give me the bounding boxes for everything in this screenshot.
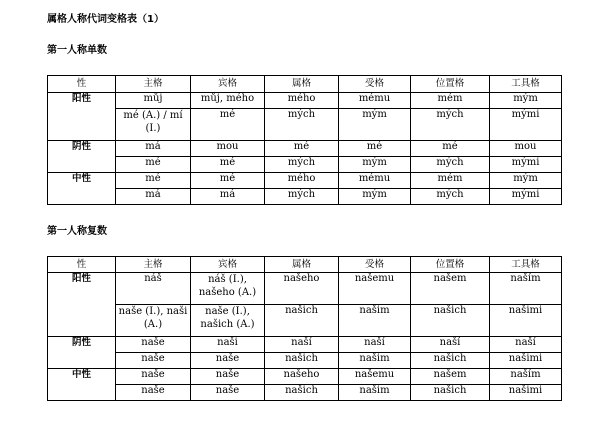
table-cell: mé [191,157,265,173]
table-cell: našich [411,305,490,337]
table-cell: našim [339,353,411,369]
table-cell: mými [490,189,562,205]
table-row [48,305,562,337]
table-cell: naší [339,337,411,353]
table-cell: mým [339,189,411,205]
table-cell: naše [116,353,191,369]
section-heading-singular: 第一人称单数 [47,45,107,56]
table-cell: má [116,141,191,157]
table-cell: našimi [490,385,562,401]
header-cell: 工具格 [490,76,562,93]
table-cell: našimi [490,305,562,337]
table-cell: našich [411,385,490,401]
table-cell: můj [116,93,191,109]
table-cell: mého [265,93,339,109]
table-cell: mých [265,157,339,173]
table-cell: mými [490,157,562,173]
table-cell: naší [265,337,339,353]
table-cell: mou [191,141,265,157]
table-cell: mými [490,109,562,141]
table-cell: mých [411,109,490,141]
table-cell: naši [191,337,265,353]
gender-cell-feminine: 阴性 [48,337,116,369]
table-cell: našemu [339,369,411,385]
table-cell: náš (I.), našeho (A.) [191,273,265,305]
gender-cell-masculine: 阳性 [48,93,116,141]
header-cell: 位置格 [411,257,490,273]
table-row [48,189,562,205]
table-cell: mých [411,189,490,205]
gender-cell-feminine: 阴性 [48,141,116,173]
header-cell: 宾格 [191,76,265,93]
table-cell: našem [411,369,490,385]
table-cell: mé [339,141,411,157]
header-cell: 位置格 [411,76,490,93]
table-row [48,109,562,141]
gender-cell-masculine: 阳性 [48,273,116,337]
table-row [48,369,562,385]
table-cell: naše [116,385,191,401]
table-row [48,93,562,109]
table-cell: našich [265,353,339,369]
table-cell: mé [191,109,265,141]
table-cell: má [116,189,191,205]
header-cell: 主格 [116,257,191,273]
table-cell: naší [490,337,562,353]
table-row [48,273,562,305]
table-cell: mému [339,93,411,109]
table-cell: našich [411,353,490,369]
header-cell: 主格 [116,76,191,93]
table-cell: naše [116,369,191,385]
table-cell: mé [116,157,191,173]
table-cell: mé [191,173,265,189]
table-cell: mým [490,93,562,109]
gender-cell-neuter: 中性 [48,369,116,401]
table-row [48,141,562,157]
table-header-row [48,76,562,93]
header-cell: 受格 [339,257,411,273]
table-cell: naše [191,385,265,401]
table-cell: naše [191,369,265,385]
page-title: 属格人称代词变格表（1） [47,14,164,25]
table-cell: mých [265,109,339,141]
table-cell: můj, mého [191,93,265,109]
table-cell: našim [339,305,411,337]
table-cell: našich [265,305,339,337]
table-cell: mé (A.) / mí (I.) [116,109,191,141]
table-cell: mým [490,173,562,189]
table-cell: našeho [265,369,339,385]
table-cell: mé [265,141,339,157]
header-cell: 工具格 [490,257,562,273]
table-cell: naše [116,337,191,353]
table-cell: mou [490,141,562,157]
table-cell: našeho [265,273,339,305]
table-cell: naší [411,337,490,353]
table-cell: mém [411,93,490,109]
table-cell: mém [411,173,490,189]
table-row [48,353,562,369]
table-row [48,157,562,173]
declension-table-singular [47,75,562,205]
header-cell: 性 [48,76,116,93]
table-row [48,385,562,401]
table-cell: naše [191,353,265,369]
table-cell: naše (I.), našich (A.) [191,305,265,337]
table-cell: našim [339,385,411,401]
table-cell: mé [411,141,490,157]
table-cell: našimi [490,353,562,369]
table-cell: mého [265,173,339,189]
table-cell: naším [490,273,562,305]
table-cell: mých [411,157,490,173]
table-cell: mému [339,173,411,189]
table-cell: má [191,189,265,205]
table-header-row [48,257,562,273]
declension-table-plural [47,256,562,401]
table-cell: náš [116,273,191,305]
table-row [48,337,562,353]
table-cell: mé [116,173,191,189]
table-cell: mým [339,109,411,141]
header-cell: 属格 [265,76,339,93]
header-cell: 受格 [339,76,411,93]
header-cell: 宾格 [191,257,265,273]
table-row [48,173,562,189]
section-heading-plural: 第一人称复数 [47,226,107,237]
table-cell: naše (I.), naši (A.) [116,305,191,337]
table-cell: naším [490,369,562,385]
header-cell: 属格 [265,257,339,273]
table-cell: mým [339,157,411,173]
table-cell: našemu [339,273,411,305]
table-cell: našich [265,385,339,401]
table-cell: mých [265,189,339,205]
table-cell: našem [411,273,490,305]
header-cell: 性 [48,257,116,273]
gender-cell-neuter: 中性 [48,173,116,205]
